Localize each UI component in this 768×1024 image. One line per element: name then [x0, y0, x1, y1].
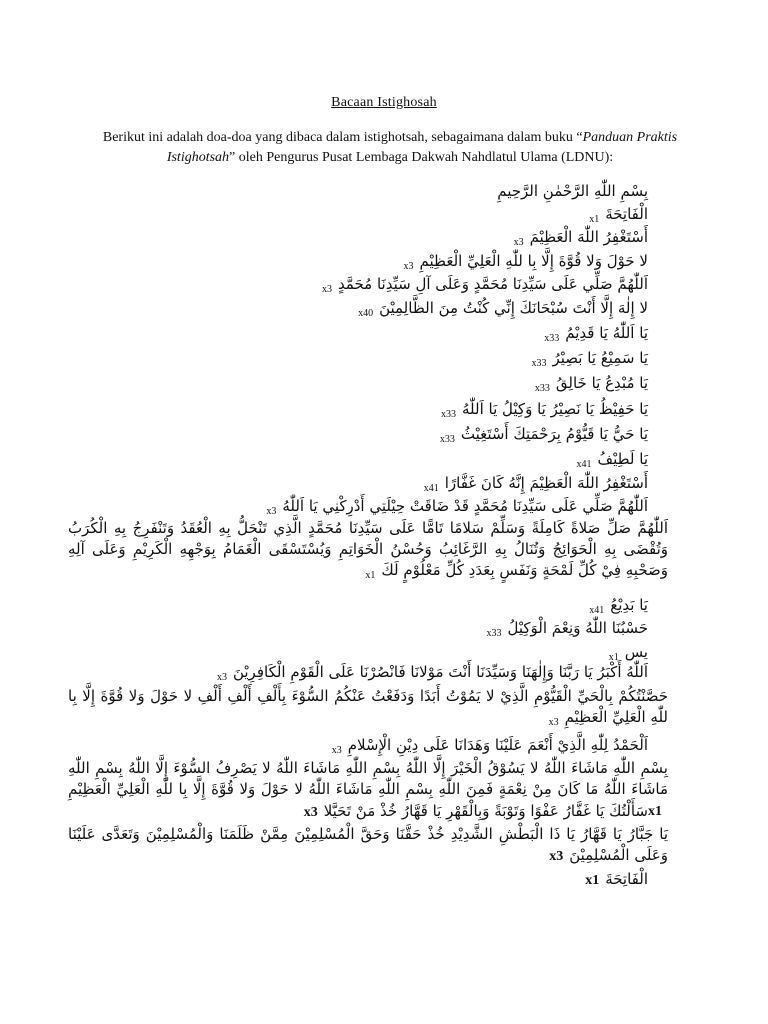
repeat-count: x40 [358, 308, 374, 319]
intro-book-title: Panduan Praktis Istighotsah [166, 130, 678, 165]
arabic-text: يَا مُبْدِعُ يَا خَالِقُ [555, 374, 648, 392]
repeat-count: x3 [548, 717, 559, 728]
intro-suffix: ” oleh Pengurus Pusat Lembaga Dakwah Nahdlatul Ulama (LDNU): [229, 150, 614, 165]
prayer-line [441, 398, 648, 426]
arabic-text: الْفَاتِحَةَ [605, 870, 648, 888]
arabic-text: أَسْتَغْفِرُ اللّٰهَ الْعَظِيْمَ [529, 228, 648, 246]
repeat-count: x41 [423, 483, 439, 494]
repeat-count: x1 [589, 214, 600, 225]
repeat-count: x1 [365, 570, 376, 581]
repeat-count: x33 [544, 333, 560, 344]
arabic-text: بِسْمِ اللّٰهِ مَاشَاءَ اللّٰهُ لا يَسُوْقُ الْخَيْرَ إِلَّا اللّٰهُ بِسْمِ اللّٰهِ مَاشَاءَ اللّٰهُ لا يَصْرِفُ السُّوْءَ إِلَّا اللّٰهُ بِسْمِ اللّٰهِ مَاشَاءَ اللّٰهُ مَا كَانَ مِنْ نِعْمَةٍ فَمِنَ اللّٰهِ بِسْمِ اللّٰهِ مَاشَاءَ اللّٰهُ لا حَوْلَ وَلا قُوَّةَ إِلَّا بِا للّٰهِ الْعَلِيِّ الْعَظِيْمِ [68, 759, 668, 798]
prayer-line [358, 297, 648, 325]
arabic-text: حَسْبُنَا اللّٰهُ وَنِعْمَ الْوَكِيْلُ [507, 619, 648, 637]
prayer-line [68, 824, 668, 867]
arabic-text: بِسْمِ اللّٰهِ الرَّحْمٰنِ الرَّحِيمِ [497, 182, 648, 200]
repeat-count: x33 [531, 358, 547, 369]
arabic-text: اَللّٰهُ أَكْبَرُ يَا رَبَّنَا وَإِلٰهَنَا وَسَيِّدَنَا أَنْتَ مَوْلانَا فَانْصُرْنَا عَلَى الْقَوْمِ الْكَافِرِيْنَ [232, 663, 648, 681]
arabic-text: الْفَاتِحَةَ [605, 205, 648, 223]
arabic-text: أَسْتَغْفِرُ اللّٰهَ الْعَظِيْمَ إِنَّهُ كَانَ غَفَّارًا [444, 474, 648, 492]
repeat-count: x1 [608, 652, 619, 663]
arabic-text: اَلْحَمْدُ لِلّٰهِ الَّذِيْ أَنْعَمَ عَلَيْنَا وَهَدَانَا عَلَى دِيْنِ الْإِسْلامِ [347, 736, 648, 754]
prayer-line [68, 518, 668, 586]
prayer-line [440, 423, 648, 451]
intro-prefix: Berikut ini adalah doa-doa yang dibaca dalam istighotsah, sebagaimana dalam buku “ [102, 130, 583, 145]
repeat-count: x3 [216, 672, 227, 683]
arabic-text: سَأَلْتُكَ يَا غَفَّارُ عَفْوًا وَتَوْبَةً وَبِالْقَهْرِ يَا قَهَّارُ خُذْ مَنْ تَحَيَّلا [323, 802, 648, 820]
repeat-count: x41 [576, 459, 592, 470]
arabic-text: يَا بَدِيْعُ [610, 596, 648, 614]
repeat-count: x3 [403, 261, 414, 272]
arabic-text: يَا جَبَّارُ يَا قَهَّارُ يَا ذَا الْبَطْشِ الشَّدِيْدِ خُذْ حَقَّنَا وَحَقَّ الْمُسْلِمِيْنَ مِمَّنْ ظَلَمَنَا وَالْمُسْلِمِيْنَ وَتَعَدَّى عَلَيْنَا وَعَلَى الْمُسْلِمِيْنَ [68, 825, 668, 864]
arabic-text: حَصَّنْتُكُمْ بِالْحَيِّ الْقَيُّوْمِ الَّذِيْ لا يَمُوْتُ أَبَدًا وَدَفَعْتُ عَنْكُمُ السُّوْءَ بِأَلْفِ أَلْفِ أَلْفِ لا حَوْلَ وَلا قُوَّةَ إِلَّا بِا للّٰهِ الْعَلِيِّ الْعَظِيْمِ [68, 687, 668, 726]
arabic-text: اَللّٰهُمَّ صَلِّي عَلَى سَيِّدِنَا مُحَمَّدٍ قَدْ ضَاقَتْ حِيْلَتِي أَدْرِكْنِي يَا اَللّٰهُ [282, 497, 648, 515]
repeat-count: x3 [266, 506, 277, 517]
arabic-text: يس [624, 643, 648, 661]
prayer-line [535, 372, 648, 400]
arabic-text: اَللّٰهُمَّ صَلِّ صَلاةً كَامِلَةً وَسَلِّمْ سَلامًا تَامًّا عَلَى سَيِّدِنَا مُحَمَّدٍ الَّذِي تَنْحَلُّ بِهِ الْعُقَدُ وَتَنْفَرِجُ بِهِ الْكُرَبُ وَتُقْضَى بِهِ الْحَوَائِجُ وَتُنَالُ بِهِ الرَّغَائِبُ وَحُسْنُ الْخَوَاتِمِ وَيُسْتَسْقَى الْغَمَامُ بِوَجْهِهِ الْكَرِيْمِ وَعَلَى آلِهِ وَصَحْبِهِ فِيْ كُلِّ لَمْحَةٍ وَنَفَسٍ بِعَدَدِ كُلِّ مَعْلُوْمٍ لَكَ [68, 519, 668, 579]
prayer-line [217, 661, 648, 689]
arabic-text: اَللّٰهُمَّ صَلِّي عَلَى سَيِّدِنَا مُحَمَّدٍ وَعَلَى آلِ سَيِّدِنَا مُحَمَّدٍ [337, 275, 648, 293]
prayer-line [304, 800, 648, 824]
repeat-count: x1 [648, 804, 662, 819]
repeat-count: x33 [439, 434, 455, 445]
repeat-count: x33 [441, 409, 457, 420]
prayer-line [585, 868, 648, 892]
repeat-count: x1 [585, 873, 600, 888]
prayer-line [544, 322, 648, 350]
repeat-count: x3 [331, 745, 342, 756]
arabic-text: يَا اَللّٰهُ يَا قَدِيْمُ [565, 324, 648, 342]
document-title: Bacaan Istighosah [331, 95, 437, 110]
prayer-line [531, 347, 648, 375]
repeat-count: x3 [321, 284, 332, 295]
repeat-count: x33 [486, 628, 502, 639]
prayer-line [497, 180, 648, 202]
repeat-count: x3 [303, 805, 318, 820]
prayer-line [68, 686, 668, 733]
arabic-text: لا إِلٰهَ إِلَّا أَنْتَ سُبْحَانَكَ إِنِّي كُنْتُ مِنَ الظَّالِمِيْنَ [379, 299, 648, 317]
repeat-count: x33 [534, 383, 550, 394]
arabic-text: يَا حَفِيْظُ يَا نَصِيْرُ يَا وَكِيْلُ يَا اَللّٰهُ [462, 400, 648, 418]
arabic-text: يَا سَمِيْعُ يَا بَصِيْرُ [552, 349, 648, 367]
arabic-text: لا حَوْلَ وَلا قُوَّةَ إِلَّا بِا للّٰهِ الْعَلِيِّ الْعَظِيْمِ [419, 252, 648, 270]
repeat-count: x3 [513, 237, 524, 248]
arabic-text: يَا حَيُّ يَا قَيُّوْمُ بِرَحْمَتِكَ أَسْتَغِيْثُ [460, 425, 648, 443]
arabic-text: يَا لَطِيْفُ [597, 450, 648, 468]
repeat-count: x41 [589, 605, 605, 616]
repeat-count: x3 [549, 849, 564, 864]
